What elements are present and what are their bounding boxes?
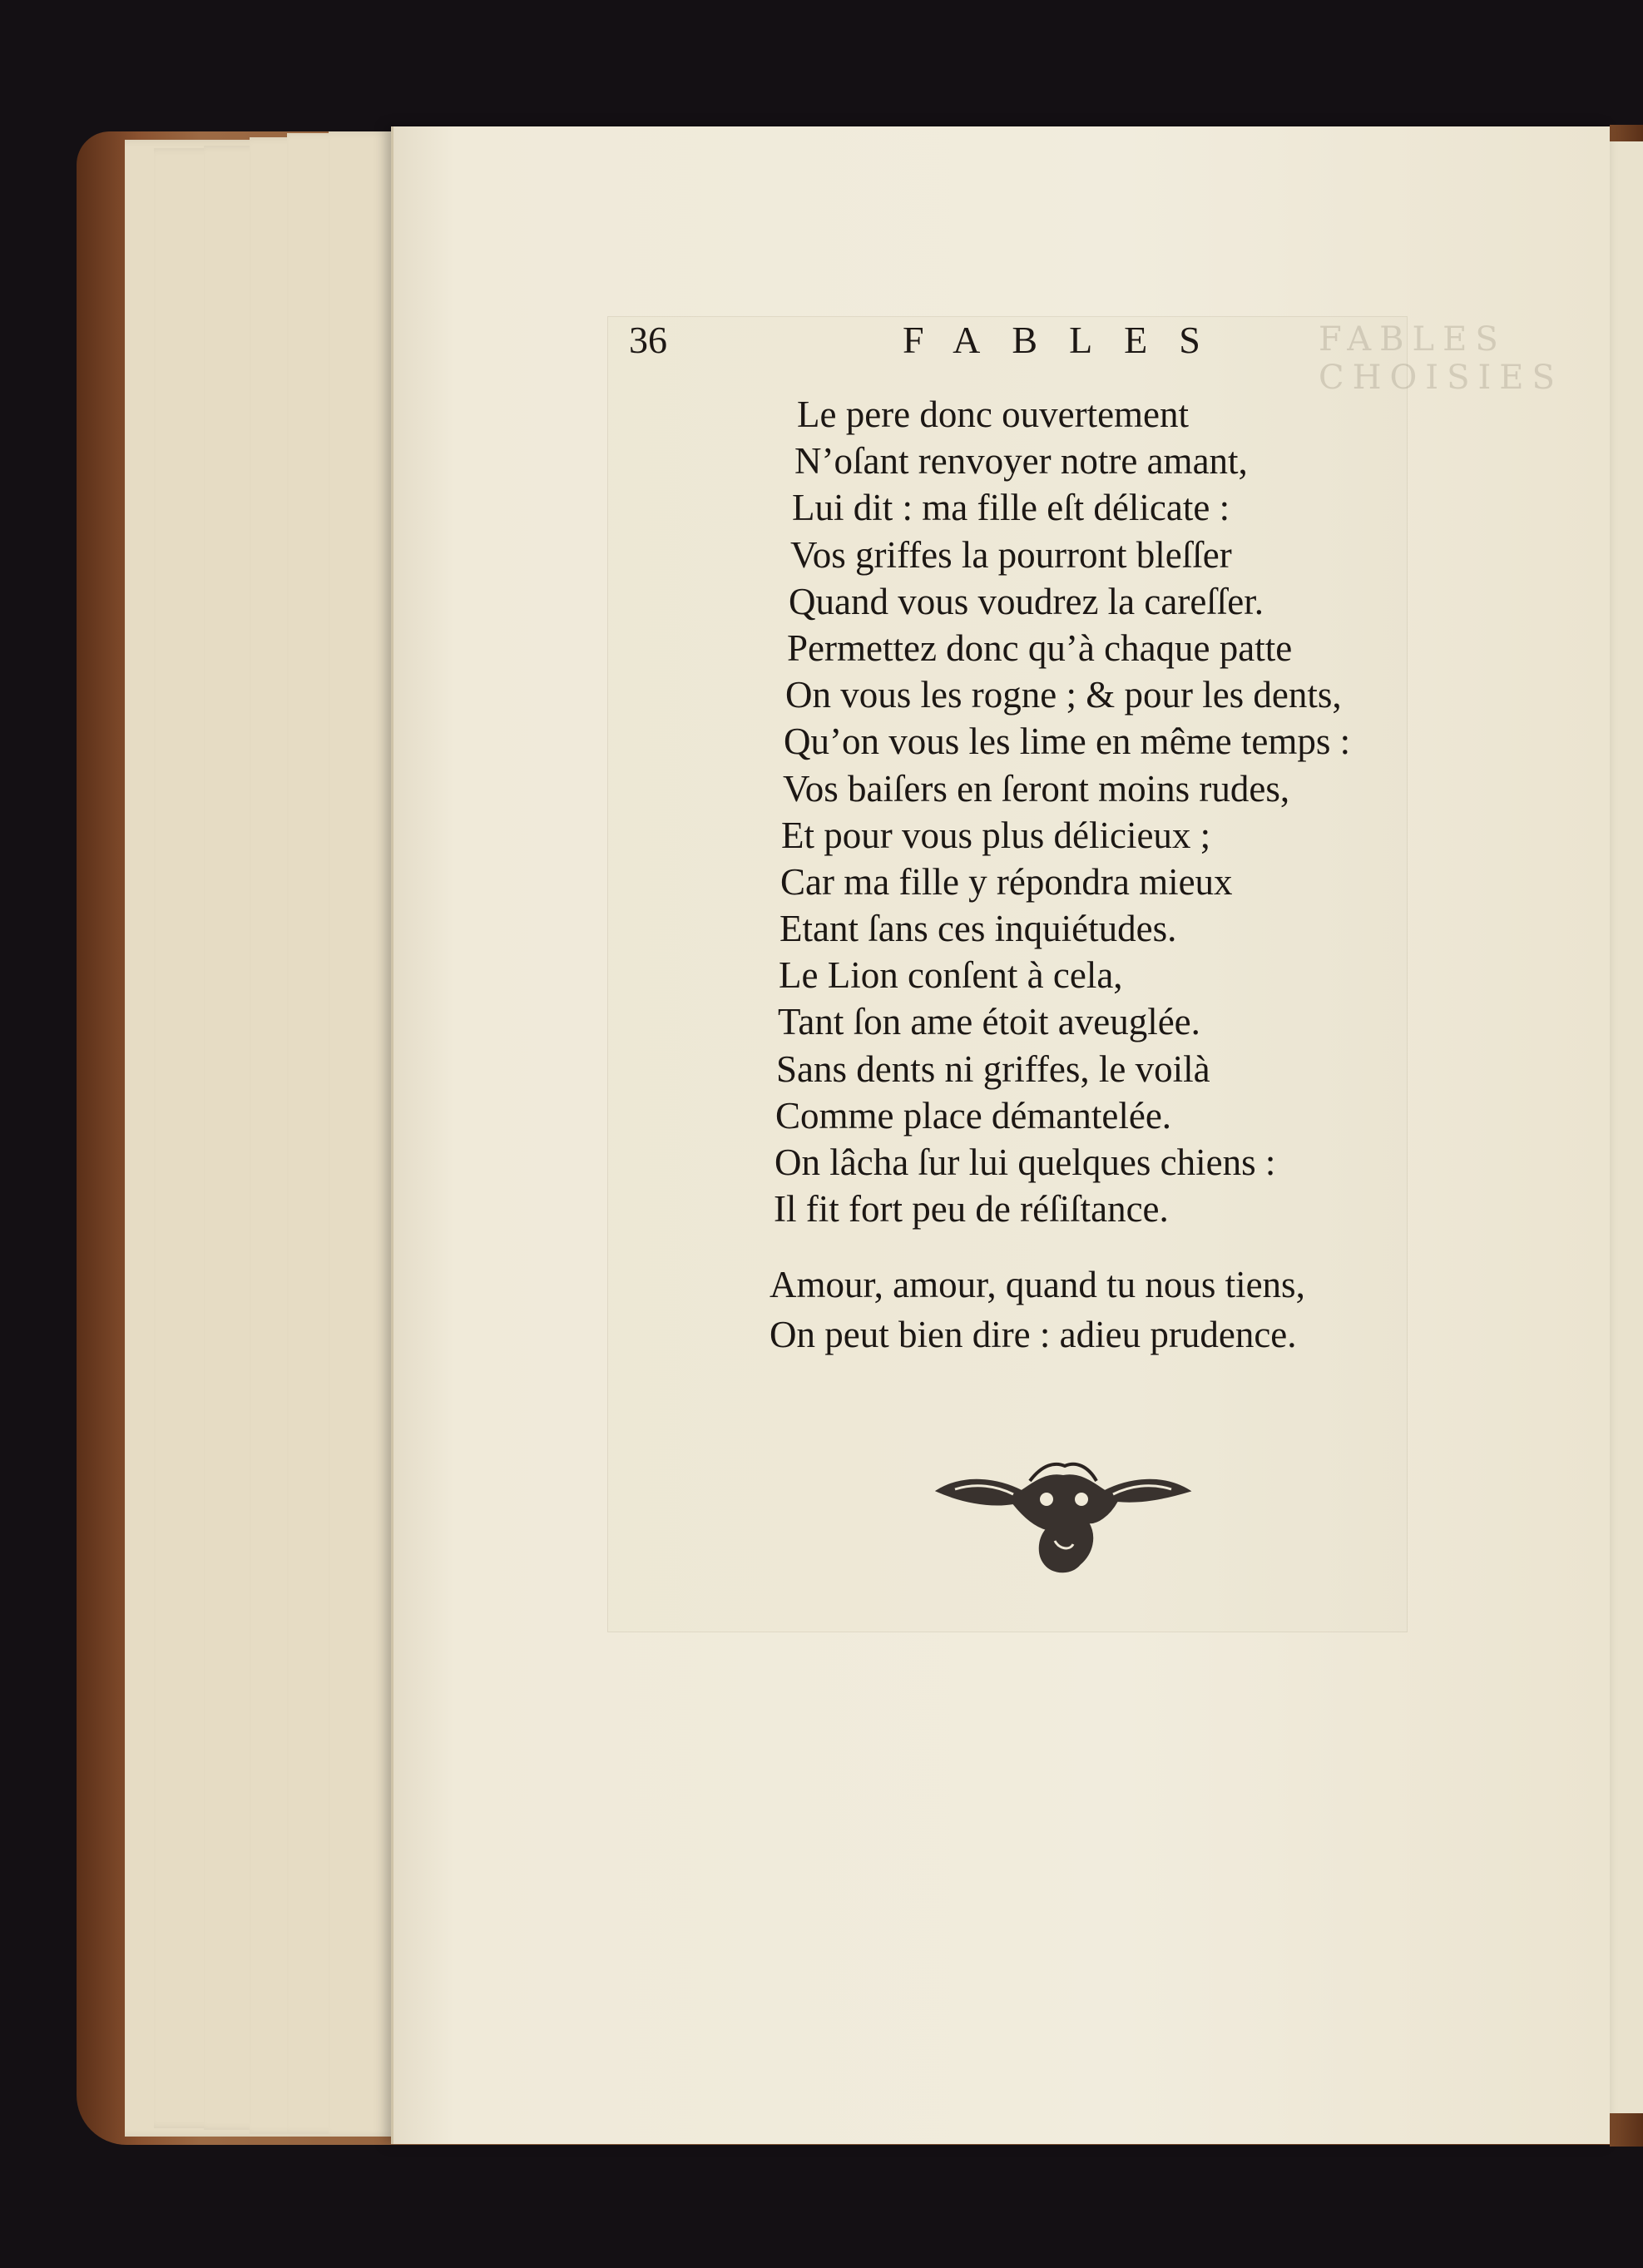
verse-line: Quand vous voudrez la careſſer.: [789, 580, 1264, 622]
verse-line: Qu’on vous les lime en même temps :: [784, 721, 1351, 763]
verse-line: Le pere donc ouvertement: [797, 394, 1190, 435]
verse-line: Permettez donc qu’à chaque patte: [787, 626, 1293, 669]
verse-line: On vous les rogne ; & pour les dents,: [785, 674, 1342, 716]
verse-line: Comme place démantelée.: [775, 1094, 1172, 1136]
verse-line: On lâcha ſur lui quelques chiens :: [774, 1141, 1276, 1183]
verse-line: Et pour vous plus délicieux ;: [781, 814, 1211, 856]
fleuron-ornament: [930, 1458, 1196, 1582]
verse-line: Il fit fort peu de réſiſtance.: [774, 1188, 1169, 1231]
poem-verses: [774, 391, 1489, 1232]
show-through-heading: FABLES CHOISIES: [1319, 320, 1563, 397]
moral-line: Amour, amour, quand tu nous tiens,: [770, 1264, 1305, 1305]
moral-line: On peut bien dire : adieu prudence.: [770, 1314, 1297, 1355]
verse-line: Car ma fille y répondra mieux: [780, 860, 1233, 903]
verse-line: Tant ſon ame étoit aveuglée.: [778, 1001, 1200, 1043]
verse-line: N’oſant renvoyer notre amant,: [794, 440, 1248, 483]
verse-line: Lui dit : ma fille eſt délicate :: [792, 487, 1230, 529]
page-number: 36: [629, 319, 667, 361]
running-head: FABLES: [903, 319, 1232, 361]
verse-line: Sans dents ni griffes, le voilà: [776, 1047, 1210, 1090]
verse-line: Etant ſans ces inquiétudes.: [779, 908, 1177, 950]
poem-moral: [770, 1260, 1502, 1360]
verse-line: Le Lion conſent à cela,: [779, 954, 1123, 997]
verse-line: Vos griffes la pourront bleſſer: [790, 533, 1232, 576]
verse-line: Vos baiſers en ſeront moins rudes,: [783, 767, 1290, 810]
page-header: [0, 318, 1643, 368]
